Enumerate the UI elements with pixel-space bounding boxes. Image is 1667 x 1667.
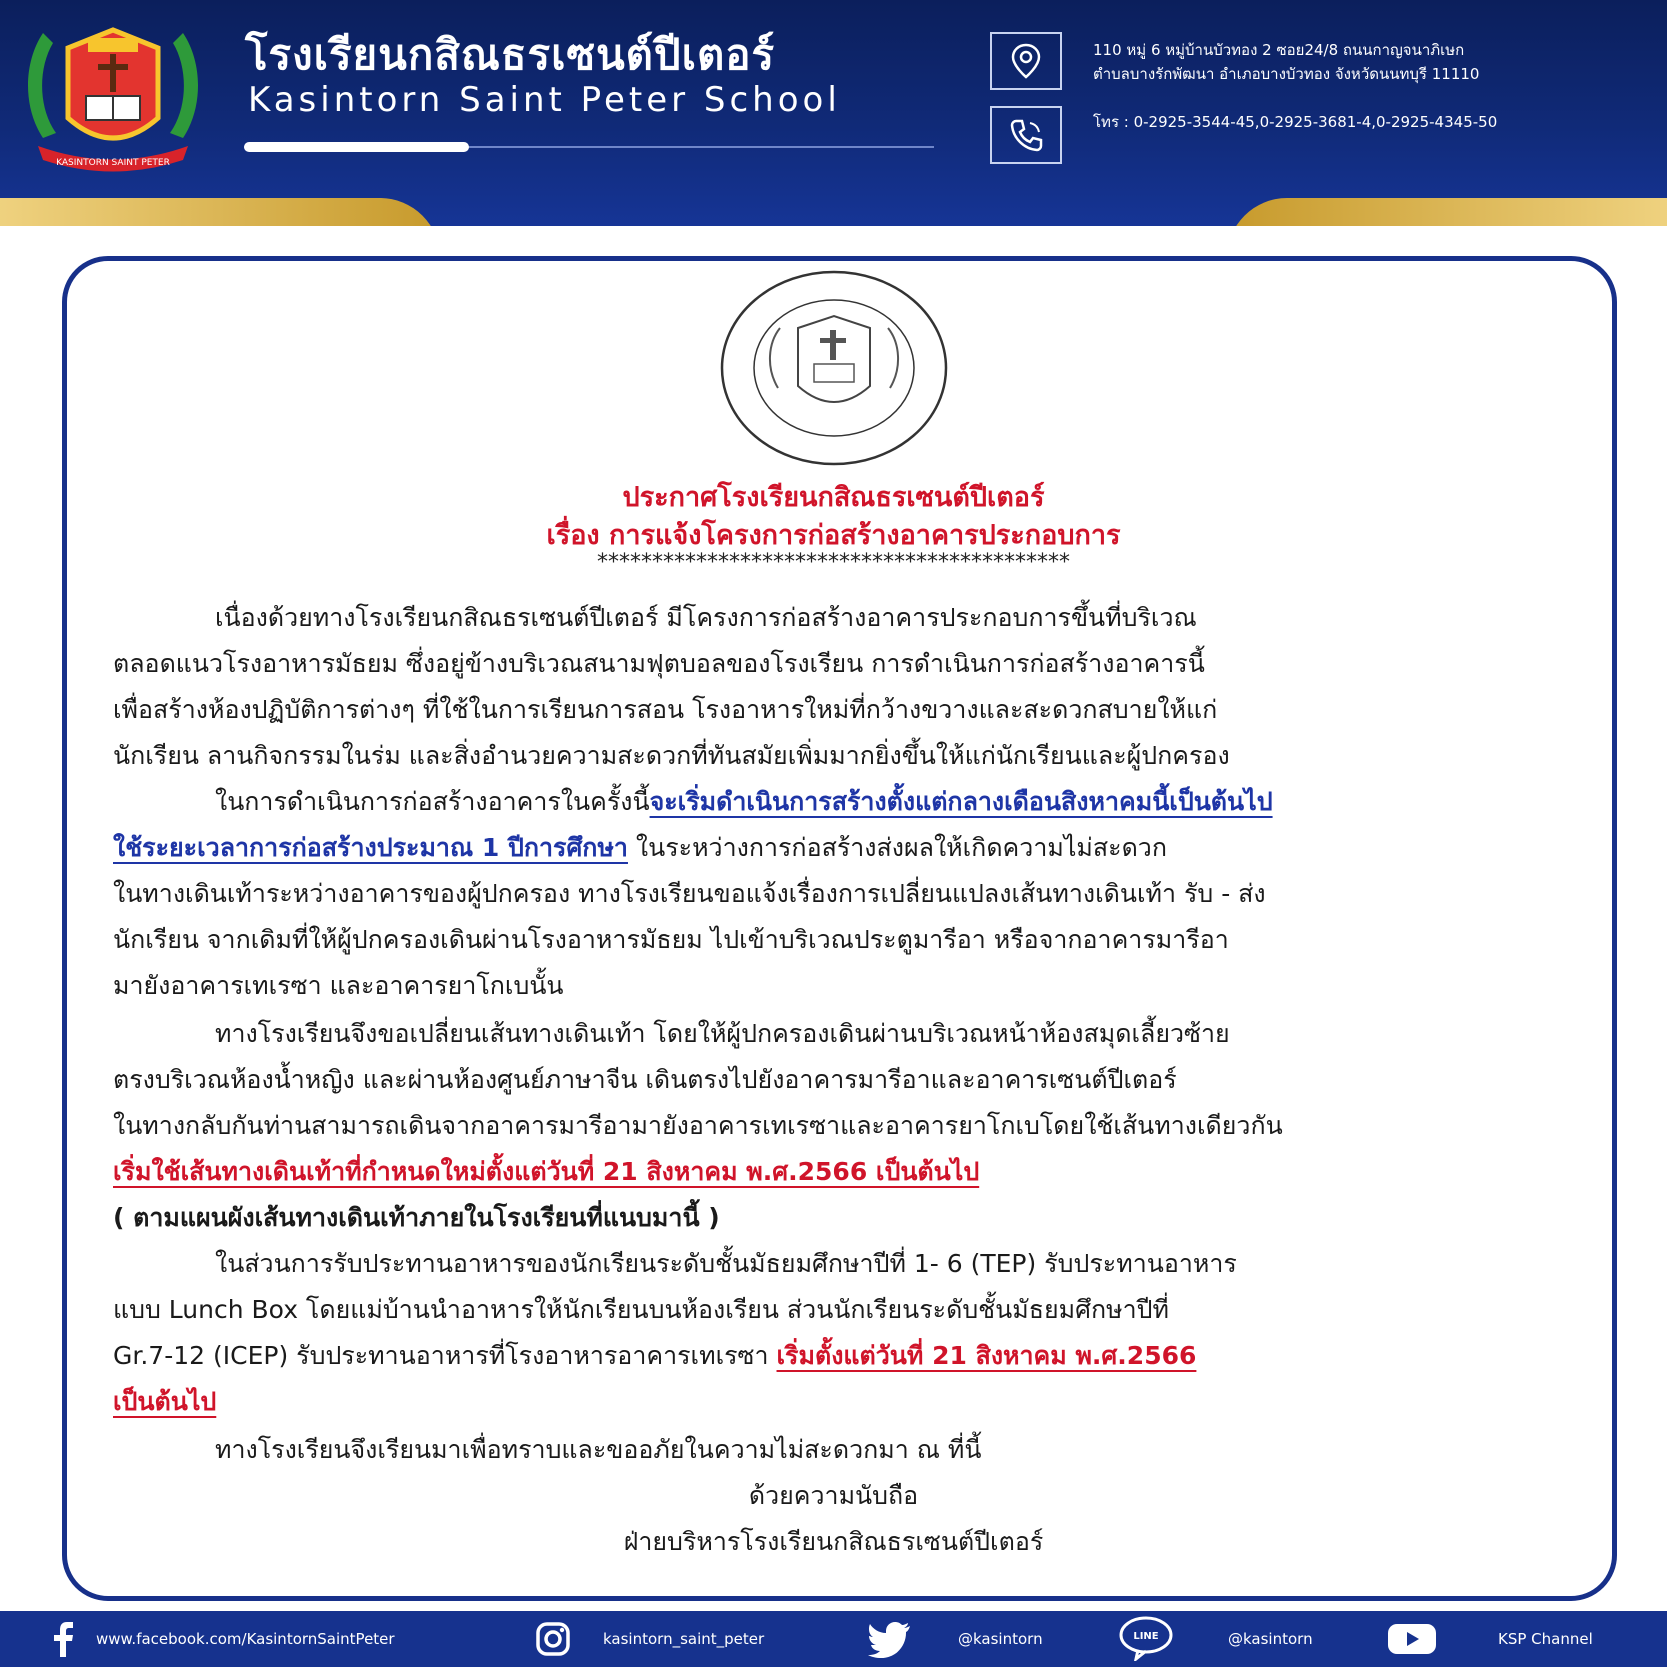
school-logo (18, 8, 208, 178)
paragraph-line: ในทางเดินเท้าระหว่างอาคารของผู้ปกครอง ทางโรงเรียนขอแจ้งเรื่องการเปลี่ยนแปลงเส้นทางเดินเท้า รับ - ส่ง (113, 879, 1266, 908)
paragraph-line: ทางโรงเรียนจึงเรียนมาเพื่อทราบและขออภัยในความไม่สะดวกมา ณ ที่นี้ (215, 1435, 982, 1464)
paragraph-text: ในการดำเนินการก่อสร้างอาคารในครั้งนี้ (215, 787, 650, 816)
route-map-note: ( ตามแผนผังเส้นทางเดินเท้าภายในโรงเรียนที่แนบมานี้ ) (113, 1203, 720, 1232)
paragraph-line (215, 782, 1273, 822)
phone-icon (990, 106, 1062, 164)
instagram-handle: kasintorn_saint_peter (603, 1630, 765, 1648)
line-icon (1118, 1615, 1174, 1661)
location-icon (990, 32, 1062, 90)
twitter-handle: @kasintorn (958, 1630, 1043, 1648)
paragraph-line: มายังอาคารเทเรซา และอาคารยาโกเบนั้น (113, 971, 564, 1000)
paragraph-line (113, 1336, 1196, 1376)
closing: ด้วยความนับถือ (748, 1481, 919, 1510)
address-line-2: ตำบลบางรักพัฒนา อำเภอบางบัวทอง จังหวัดนนทบุรี 11110 (1093, 65, 1480, 83)
paragraph-line: แบบ Lunch Box โดยแม่บ้านนำอาหารให้นักเรียนบนห้องเรียน ส่วนนักเรียนระดับชั้นมัธยมศึกษาปีที่ (113, 1295, 1169, 1324)
paragraph-line: นักเรียน จากเดิมที่ให้ผู้ปกครองเดินผ่านโรงอาหารมัธยม ไปเข้าบริเวณประตูมารีอา หรือจากอาคารมารีอา (113, 925, 1229, 954)
school-name-english: Kasintorn Saint Peter School (248, 80, 841, 120)
highlight-duration: ใช้ระยะเวลาการก่อสร้างประมาณ 1 ปีการศึกษา (113, 833, 628, 862)
paragraph-line: ในทางกลับกันท่านสามารถเดินจากอาคารมารีอามายังอาคารเทเรซาและอาคารยาโกเบโดยใช้เส้นทางเดียวกัน (113, 1111, 1283, 1140)
paragraph-line: ตรงบริเวณห้องน้ำหญิง และผ่านห้องศูนย์ภาษาจีน เดินตรงไปยังอาคารมารีอาและอาคารเซนต์ปีเตอร์ (113, 1065, 1177, 1094)
paragraph-line: นักเรียน ลานกิจกรรมในร่ม และสิ่งอำนวยความสะดวกที่ทันสมัยเพิ่มมากยิ่งขึ้นให้แก่นักเรียนและผู้ปกครอง (113, 741, 1230, 770)
line-handle: @kasintorn (1228, 1630, 1313, 1648)
paragraph-line (113, 828, 1167, 868)
highlight-start-date: จะเริ่มดำเนินการสร้างตั้งแต่กลางเดือนสิงหาคมนี้เป็นต้นไป (649, 787, 1273, 816)
highlight-lunch-date: เริ่มตั้งแต่วันที่ 21 สิงหาคม พ.ศ.2566 (776, 1341, 1197, 1370)
twitter-icon (868, 1619, 912, 1659)
paragraph-line: ทางโรงเรียนจึงขอเปลี่ยนเส้นทางเดินเท้า โดยให้ผู้ปกครองเดินผ่านบริเวณหน้าห้องสมุดเลี้ยวซ้าย (215, 1019, 1230, 1048)
address-line-1: 110 หมู่ 6 หมู่บ้านบัวทอง 2 ซอย24/8 ถนนกาญจนาภิเษก (1093, 41, 1465, 59)
paragraph-text: Gr.7-12 (ICEP) รับประทานอาหารที่โรงอาหารอาคารเทเรซา (113, 1341, 777, 1370)
header (0, 0, 1667, 230)
divider-stars: ******************************************* (597, 550, 1070, 575)
facebook-icon (44, 1619, 84, 1659)
announcement-title: ประกาศโรงเรียนกสิณธรเซนต์ปีเตอร์ (622, 482, 1045, 513)
highlight-new-route-date: เริ่มใช้เส้นทางเดินเท้าที่กำหนดใหม่ตั้งแต่วันที่ 21 สิงหาคม พ.ศ.2566 เป็นต้นไป (113, 1157, 980, 1186)
youtube-channel: KSP Channel (1498, 1630, 1593, 1648)
facebook-url: www.facebook.com/KasintornSaintPeter (96, 1630, 395, 1648)
svg-text:LINE: LINE (1133, 1631, 1159, 1642)
paragraph-line: ตลอดแนวโรงอาหารมัธยม ซึ่งอยู่ข้างบริเวณสนามฟุตบอลของโรงเรียน การดำเนินการก่อสร้างอาคารนี้ (113, 649, 1205, 678)
instagram-icon (533, 1619, 573, 1659)
school-seal-stamp (718, 268, 950, 468)
youtube-icon (1386, 1619, 1438, 1659)
school-name-thai: โรงเรียนกสิณธรเซนต์ปีเตอร์ (245, 30, 776, 79)
phone-numbers: โทร : 0-2925-3544-45,0-2925-3681-4,0-2925-4345-50 (1093, 113, 1498, 131)
paragraph-line: เนื่องด้วยทางโรงเรียนกสิณธรเซนต์ปีเตอร์ มีโครงการก่อสร้างอาคารประกอบการขึ้นที่บริเวณ (215, 603, 1197, 632)
signature: ฝ่ายบริหารโรงเรียนกสิณธรเซนต์ปีเตอร์ (623, 1527, 1044, 1556)
footer-social-bar (0, 1611, 1667, 1667)
highlight-lunch-date-cont: เป็นต้นไป (113, 1387, 217, 1416)
announcement-subject: เรื่อง การแจ้งโครงการก่อสร้างอาคารประกอบการ (546, 520, 1121, 551)
svg-text:KASINTORN SAINT PETER: KASINTORN SAINT PETER (56, 158, 170, 168)
paragraph-text: ในระหว่างการก่อสร้างส่งผลให้เกิดความไม่สะดวก (627, 833, 1167, 862)
paragraph-line: ในส่วนการรับประทานอาหารของนักเรียนระดับชั้นมัธยมศึกษาปีที่ 1- 6 (TEP) รับประทานอาหาร (215, 1249, 1237, 1278)
paragraph-line: เพื่อสร้างห้องปฏิบัติการต่างๆ ที่ใช้ในการเรียนการสอน โรงอาหารใหม่ที่กว้างขวางและสะดวกสบายให้แก่ (113, 695, 1218, 724)
